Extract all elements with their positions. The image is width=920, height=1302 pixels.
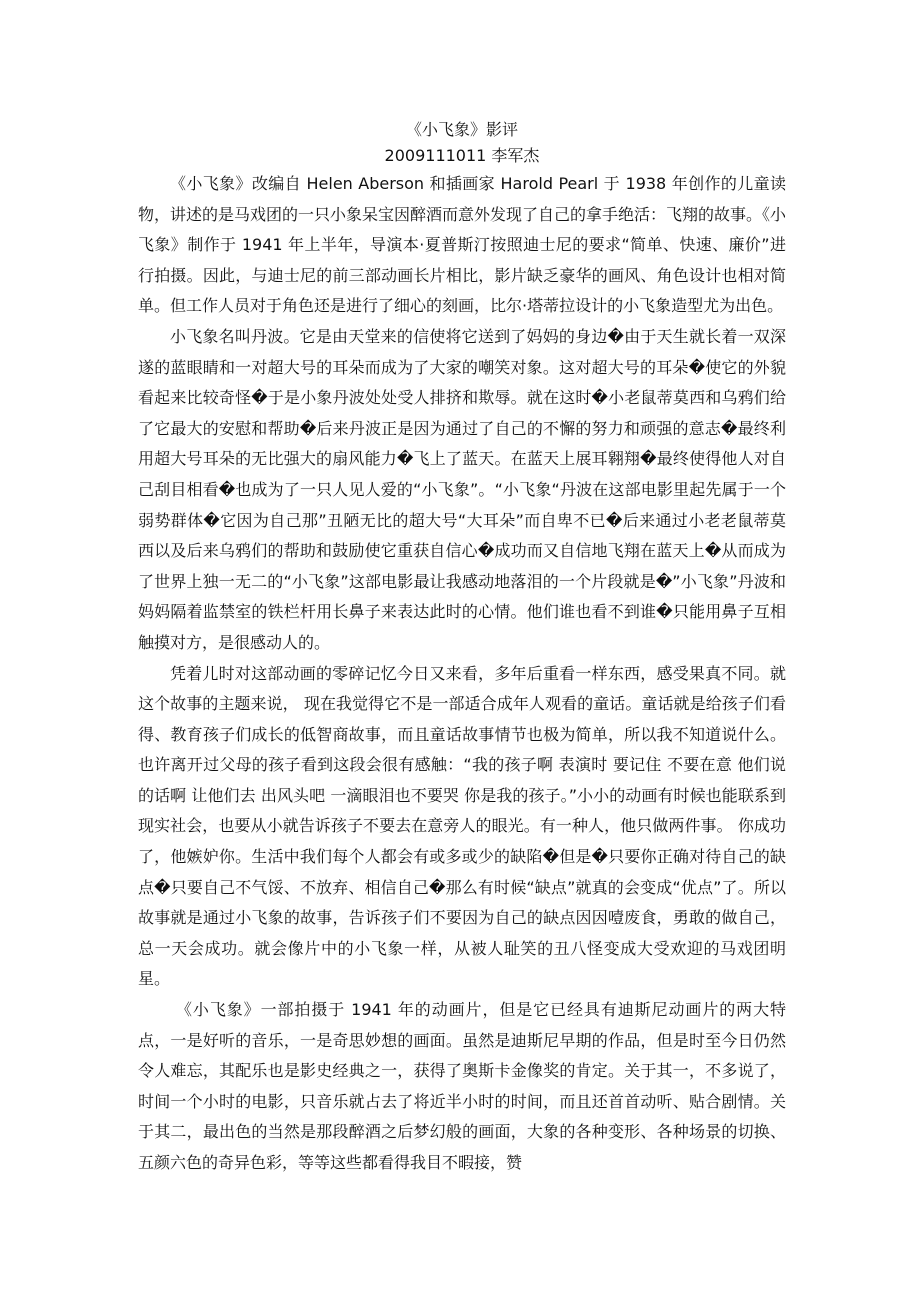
document-title: 《小飞象》影评 bbox=[405, 120, 518, 139]
author-line: 2009111011 李军杰 bbox=[384, 146, 540, 165]
paragraph-intro: 《小飞象》改编自 Helen Aberson 和插画家 Harold Pearl 于 1938 年创作的儿童读物，讲述的是马戏团的一只小象呆宝因醉酒而意外发现了自己的拿手绝活：飞翔的故事。《小飞象》制作于 1941 年上半年，导演本·夏普斯汀按照迪士尼的要求“简单、快速、廉价”进行拍摄。因此，与迪士尼的前三部动画长片相比，影片缺乏豪华的画风、角色设计也相对简单。但工作人员对于角色还是进行了细心的刻画，比尔·塔蒂拉设计的小飞象造型尤为出色。 bbox=[138, 174, 787, 316]
paragraph-reflection: 凭着儿时对这部动画的零碎记忆今日又来看，多年后重看一样东西，感受果真不同。就这个故事的主题来说， 现在我觉得它不是一部适合成年人观看的童话。童话就是给孩子们看得、教育孩子们成长的低智商故事，而且童话故事情节也极为简单，所以我不知道说什么。也许离开过父母的孩子看到这段会很有感触：“我的孩子啊 表演时 要记住 不要在意 他们说的话啊 让他们去 出风头吧 一滴眼泪也不要哭 你是我的孩子。”小小的动画有时候也能联系到现实社会，也要从小就告诉孩子不要去在意旁人的眼光。有一种人，他只做两件事。 你成功了，他嫉妒你。生活中我们每个人都会有或多或少的缺陷�但是�只要你正确对待自己的缺点�只要自己不气馁、不放弃、相信自己�那么有时候“缺点”就真的会变成“优点”了。所以故事就是通过小飞象的故事，告诉孩子们不要因为自己的缺点因因噎废食，勇敢的做自己，总一天会成功。就会像片中的小飞象一样，从被人耻笑的丑八怪变成大受欢迎的马戏团明星。 bbox=[138, 663, 786, 989]
document-body bbox=[138, 116, 786, 1179]
paragraph-music-visuals: 《小飞象》一部拍摄于 1941 年的动画片，但是它已经具有迪斯尼动画片的两大特点，一是好听的音乐，一是奇思妙想的画面。虽然是迪斯尼早期的作品，但是时至今日仍然令人难忘，其配乐也是影史经典之一，获得了奥斯卡金像奖的肯定。关于其一，不多说了，时间一个小时的电影，只音乐就占去了将近半小时的时间，而且还首首动听、贴合剧情。关于其二，最出色的当然是那段醉酒之后梦幻般的画面，大象的各种变形、各种场景的切换、五颜六色的奇异色彩，等等这些都看得我目不暇接，赞 bbox=[138, 1000, 786, 1172]
paragraph-plot: 小飞象名叫丹波。它是由天堂来的信使将它送到了妈妈的身边�由于天生就长着一双深遂的蓝眼睛和一对超大号的耳朵而成为了大家的嘲笑对象。这对超大号的耳朵�使它的外貌看起来比较奇怪�于是小象丹波处处受人排挤和欺辱。就在这时�小老鼠蒂莫西和乌鸦们给了它最大的安慰和帮助�后来丹波正是因为通过了自己的不懈的努力和顽强的意志�最终利用超大号耳朵的无比强大的扇风能力�飞上了蓝天。在蓝天上展耳翱翔�最终使得他人对自己刮目相看�也成为了一只人见人爱的“小飞象”。“小飞象“丹波在这部电影里起先属于一个弱势群体�它因为自己那”丑陋无比的超大号“大耳朵”而自卑不已�后来通过小老老鼠蒂莫西以及后来乌鸦们的帮助和鼓励使它重获自信心�成功而又自信地飞翔在蓝天上�从而成为了世界上独一无二的“小飞象”这部电影最让我感动地落泪的一个片段就是�”小飞象”丹波和妈妈隔着监禁室的铁栏杆用长鼻子来表达此时的心情。他们谁也看不到谁�只能用鼻子互相触摸对方，是很感动人的。 bbox=[138, 326, 786, 652]
